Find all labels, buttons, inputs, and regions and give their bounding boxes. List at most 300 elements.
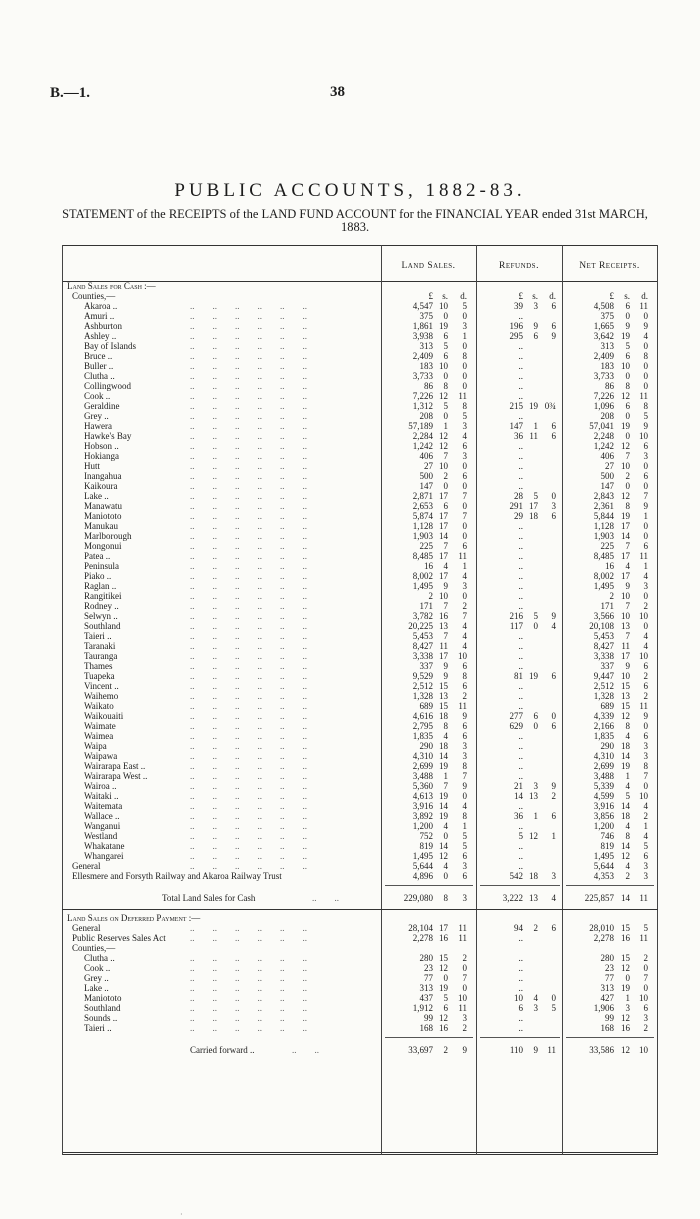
refunds-amount — [476, 671, 571, 681]
leader-dots: .. .. .. .. .. .. — [190, 301, 307, 311]
refunds-pence: 9 — [551, 781, 556, 791]
sales-amount — [381, 781, 476, 791]
net-amount — [562, 973, 657, 983]
refunds-pence: 0 — [551, 711, 556, 721]
net-amount — [562, 571, 657, 581]
table-row — [62, 541, 658, 551]
net-pounds: 5,644 — [593, 861, 614, 871]
net-amount — [562, 893, 657, 903]
sales-shillings: 12 — [439, 441, 448, 451]
sales-amount — [381, 501, 476, 511]
net-amount — [562, 831, 657, 841]
sales-pounds: 20,225 — [408, 621, 433, 631]
row-label: Wairarapa East .. — [84, 761, 146, 771]
net-pence: 11 — [639, 391, 648, 401]
leader-dots: .. .. .. .. .. .. — [190, 831, 307, 841]
net-pence: 9 — [643, 421, 648, 431]
refunds-pence: 6 — [551, 511, 556, 521]
sales-shillings: 17 — [439, 551, 448, 561]
page-number: 38 — [330, 84, 345, 100]
pound-sign: £ — [428, 291, 433, 301]
net-shillings: 10 — [621, 591, 630, 601]
row-label: Kaikoura — [84, 481, 118, 491]
table-row — [62, 451, 658, 461]
row-label: Total Land Sales for Cash — [162, 893, 256, 903]
refunds-pounds: .. — [518, 521, 523, 531]
sales-shillings: 16 — [439, 933, 448, 943]
sales-pence: 6 — [462, 541, 467, 551]
sales-pounds: 3,892 — [412, 811, 433, 821]
sales-pounds: 3,488 — [412, 771, 433, 781]
cf-rule-net — [566, 1037, 654, 1038]
net-amount — [562, 781, 657, 791]
sales-amount — [381, 1045, 476, 1055]
table-row — [62, 953, 658, 963]
sales-amount — [381, 661, 476, 671]
net-pence: 1 — [643, 561, 648, 571]
sales-pence: 7 — [462, 491, 467, 501]
refunds-amount — [476, 831, 571, 841]
net-amount — [562, 371, 657, 381]
table-row — [62, 441, 658, 451]
refunds-pounds: 36 — [514, 811, 523, 821]
sales-amount — [381, 761, 476, 771]
leader-dots: .. .. .. .. .. .. — [190, 421, 307, 431]
net-shillings: 14 — [621, 841, 630, 851]
net-amount — [562, 521, 657, 531]
sales-amount — [381, 341, 476, 351]
sales-shillings: 13 — [439, 691, 448, 701]
sales-pence: 0 — [462, 341, 467, 351]
refunds-amount — [476, 501, 571, 511]
net-amount — [562, 611, 657, 621]
sales-shillings: 7 — [443, 541, 448, 551]
refunds-amount — [476, 983, 571, 993]
table-row — [62, 721, 658, 731]
net-amount — [562, 953, 657, 963]
refunds-shillings: 13 — [529, 791, 538, 801]
sales-pounds: 1,128 — [412, 521, 433, 531]
leader-dots: .. .. .. .. .. .. — [190, 551, 307, 561]
sales-pence: 1 — [462, 561, 467, 571]
refunds-pounds: .. — [518, 561, 523, 571]
net-pounds: 4,353 — [593, 871, 614, 881]
refunds-amount — [476, 933, 571, 943]
net-amount — [562, 761, 657, 771]
sales-pence: 3 — [462, 741, 467, 751]
sales-shillings: 17 — [439, 521, 448, 531]
net-pence: 9 — [643, 321, 648, 331]
sales-amount — [381, 831, 476, 841]
sales-pounds: 33,697 — [408, 1045, 433, 1055]
net-amount — [562, 461, 657, 471]
net-pence: 0 — [643, 521, 648, 531]
sales-pounds: 313 — [419, 983, 433, 993]
leader-dots: .. .. .. .. .. .. — [190, 821, 307, 831]
net-pence: 2 — [643, 1023, 648, 1033]
refunds-amount — [476, 861, 571, 871]
refunds-shillings: 4 — [533, 993, 538, 1003]
row-label: Inangahua — [84, 471, 122, 481]
net-amount — [562, 871, 657, 881]
net-pence: 2 — [643, 671, 648, 681]
leader-dots: .. .. .. .. .. .. — [190, 311, 307, 321]
sales-pounds: 406 — [419, 451, 433, 461]
refunds-pence: 4 — [551, 893, 556, 903]
row-label: Hutt — [84, 461, 101, 471]
net-shillings: 1 — [625, 771, 630, 781]
leader-dots: .. .. .. .. .. .. — [190, 681, 307, 691]
refunds-shillings: 19 — [529, 671, 538, 681]
refunds-pounds: .. — [518, 411, 523, 421]
sales-pounds: 16 — [424, 561, 433, 571]
table-row — [62, 401, 658, 411]
refunds-amount — [476, 1003, 571, 1013]
net-shillings: 1 — [625, 993, 630, 1003]
net-amount — [562, 993, 657, 1003]
sales-shillings: 2 — [443, 1045, 448, 1055]
row-label: Ellesmere and Forsyth Railway and Akaroa Railway Trust — [72, 871, 282, 881]
row-label: Ashley .. — [84, 331, 117, 341]
table-row — [62, 801, 658, 811]
net-amount — [562, 451, 657, 461]
refunds-pounds: 10 — [514, 993, 523, 1003]
sales-amount — [381, 801, 476, 811]
net-pence: 2 — [643, 601, 648, 611]
leader-dots: .. .. .. .. .. .. — [190, 841, 307, 851]
refunds-pounds: .. — [518, 953, 523, 963]
refunds-amount — [476, 731, 571, 741]
net-pence: 11 — [639, 893, 648, 903]
sales-pounds: 5,874 — [412, 511, 433, 521]
row-label: Westland — [84, 831, 118, 841]
sales-pounds: 1,912 — [412, 1003, 433, 1013]
refunds-amount — [476, 601, 571, 611]
net-amount — [562, 561, 657, 571]
table-row — [62, 761, 658, 771]
net-pence: 4 — [643, 641, 648, 651]
refunds-amount — [476, 531, 571, 541]
table-row — [62, 841, 658, 851]
table-row — [62, 831, 658, 841]
table-row — [62, 741, 658, 751]
row-label: Grey .. — [84, 411, 109, 421]
table-row — [62, 431, 658, 441]
sales-pence: 3 — [462, 451, 467, 461]
net-pence: 0 — [643, 963, 648, 973]
sales-pounds: 27 — [424, 461, 433, 471]
refunds-amount — [476, 871, 571, 881]
sales-pence: 0 — [462, 531, 467, 541]
net-pounds: 689 — [600, 701, 614, 711]
net-pence: 7 — [643, 491, 648, 501]
net-shillings: 15 — [621, 953, 630, 963]
refunds-pence: 0 — [551, 993, 556, 1003]
sales-pounds: 1,328 — [412, 691, 433, 701]
sales-pounds: 2,653 — [412, 501, 433, 511]
row-label: Wanganui — [84, 821, 121, 831]
net-shillings: 18 — [621, 811, 630, 821]
sales-pounds: 86 — [424, 381, 433, 391]
net-shillings: 15 — [621, 701, 630, 711]
sales-amount — [381, 861, 476, 871]
net-amount — [562, 681, 657, 691]
table-row — [62, 983, 658, 993]
net-pounds: 27 — [605, 461, 614, 471]
refunds-amount — [476, 701, 571, 711]
net-amount — [562, 411, 657, 421]
leader-dots: .. .. .. .. .. .. — [190, 993, 307, 1003]
sales-pounds: 8,002 — [412, 571, 433, 581]
row-label: Taieri .. — [84, 631, 112, 641]
sales-amount — [381, 331, 476, 341]
refunds-pounds: 94 — [514, 923, 523, 933]
leader-dots: .. .. .. .. .. .. — [190, 331, 307, 341]
sales-amount — [381, 841, 476, 851]
sales-pence: 0 — [462, 361, 467, 371]
sales-pence: 5 — [462, 411, 467, 421]
sales-pounds: 2,512 — [412, 681, 433, 691]
sales-pounds: 8,427 — [412, 641, 433, 651]
net-amount — [562, 351, 657, 361]
sales-pounds: 290 — [419, 741, 433, 751]
net-shillings: 13 — [621, 621, 630, 631]
sales-pence: 3 — [462, 421, 467, 431]
leader-dots: .. .. .. .. .. .. — [190, 621, 307, 631]
refunds-pounds: .. — [518, 461, 523, 471]
net-shillings: 9 — [625, 321, 630, 331]
net-amount — [562, 711, 657, 721]
table-row — [62, 671, 658, 681]
refunds-shillings: 12 — [529, 831, 538, 841]
leader-dots: .. .. .. .. .. .. — [190, 521, 307, 531]
net-pence: 3 — [643, 1013, 648, 1023]
sales-shillings: 7 — [443, 451, 448, 461]
row-label: Hobson .. — [84, 441, 119, 451]
sales-amount — [381, 1013, 476, 1023]
sales-shillings: 0 — [443, 411, 448, 421]
sales-pence: 6 — [462, 731, 467, 741]
leader-dots: .. .. .. .. .. .. — [190, 631, 307, 641]
refunds-pounds: 6 — [518, 1003, 523, 1013]
refunds-pounds: 295 — [509, 331, 523, 341]
net-pounds: 2,361 — [593, 501, 614, 511]
sales-pence: 1 — [462, 331, 467, 341]
refunds-shillings: 13 — [529, 893, 538, 903]
net-pounds: 5,453 — [593, 631, 614, 641]
sales-pence: 11 — [458, 1003, 467, 1013]
net-shillings: 12 — [621, 441, 630, 451]
net-pounds: 20,108 — [589, 621, 614, 631]
refunds-pounds: 291 — [509, 501, 523, 511]
sales-shillings: 6 — [443, 351, 448, 361]
table-row — [62, 301, 658, 311]
sales-pence: 4 — [462, 631, 467, 641]
sales-shillings: 17 — [439, 923, 448, 933]
net-pence: 4 — [643, 831, 648, 841]
table-row — [62, 611, 658, 621]
net-amount — [562, 671, 657, 681]
refunds-pounds: 14 — [514, 791, 523, 801]
table-row — [62, 631, 658, 641]
sales-shillings: 5 — [443, 993, 448, 1003]
sales-amount — [381, 441, 476, 451]
table-row — [62, 521, 658, 531]
sales-pounds: 3,338 — [412, 651, 433, 661]
net-pounds: 2,409 — [593, 351, 614, 361]
refunds-amount — [476, 651, 571, 661]
refunds-pence: 2 — [551, 791, 556, 801]
refunds-pounds: .. — [518, 973, 523, 983]
table-row — [62, 691, 658, 701]
net-amount — [562, 471, 657, 481]
row-label: Bay of Islands — [84, 341, 136, 351]
shilling-sign: s. — [532, 291, 538, 301]
leader-dots: .. .. .. .. .. .. — [190, 431, 307, 441]
sales-pounds: 4,896 — [412, 871, 433, 881]
sales-pence: 0 — [462, 461, 467, 471]
sales-amount — [381, 581, 476, 591]
refunds-pounds: .. — [518, 351, 523, 361]
net-pounds: 1,906 — [593, 1003, 614, 1013]
leader-dots: .. .. .. .. .. .. — [190, 611, 307, 621]
net-pence: 6 — [643, 541, 648, 551]
refunds-pence: 6 — [551, 421, 556, 431]
row-label: General — [72, 923, 101, 933]
net-shillings: 9 — [625, 661, 630, 671]
refunds-amount — [476, 741, 571, 751]
sales-pence: 8 — [462, 761, 467, 771]
net-shillings: 10 — [621, 361, 630, 371]
refunds-pence: 6 — [551, 321, 556, 331]
table-row — [62, 821, 658, 831]
net-pounds: 2,248 — [593, 431, 614, 441]
table-row — [62, 341, 658, 351]
refunds-pounds: .. — [518, 381, 523, 391]
net-pence: 6 — [643, 471, 648, 481]
net-shillings: 10 — [621, 671, 630, 681]
net-pounds: 168 — [600, 1023, 614, 1033]
net-shillings: 13 — [621, 691, 630, 701]
leader-dots: .. .. .. .. .. .. — [190, 451, 307, 461]
sales-pence: 11 — [458, 391, 467, 401]
sales-pence: 0 — [462, 311, 467, 321]
sales-pence: 0 — [462, 481, 467, 491]
sales-amount — [381, 721, 476, 731]
sales-shillings: 7 — [443, 601, 448, 611]
refunds-pounds: .. — [518, 541, 523, 551]
sales-amount — [381, 531, 476, 541]
leader-dots: .. .. .. .. .. .. — [190, 461, 307, 471]
sales-pounds: 4,547 — [412, 301, 433, 311]
table-row — [62, 811, 658, 821]
net-shillings: 9 — [625, 581, 630, 591]
refunds-pounds: 277 — [509, 711, 523, 721]
sales-pence: 7 — [462, 771, 467, 781]
net-amount — [562, 821, 657, 831]
sales-pounds: 99 — [424, 1013, 433, 1023]
table-row — [62, 771, 658, 781]
refunds-pounds: .. — [518, 601, 523, 611]
sales-shillings: 6 — [443, 331, 448, 341]
table-row — [62, 933, 658, 943]
net-pence: 0 — [643, 621, 648, 631]
sales-pence: 8 — [462, 671, 467, 681]
net-shillings: 15 — [621, 681, 630, 691]
refunds-pounds: 215 — [509, 401, 523, 411]
sales-amount — [381, 471, 476, 481]
net-amount — [562, 811, 657, 821]
refunds-pence: 0 — [551, 491, 556, 501]
net-pounds: 427 — [600, 993, 614, 1003]
pence-sign: d. — [460, 291, 467, 301]
net-pounds: 406 — [600, 451, 614, 461]
sales-shillings: 9 — [443, 661, 448, 671]
sales-amount — [381, 1023, 476, 1033]
sales-shillings: 15 — [439, 701, 448, 711]
table-row — [62, 381, 658, 391]
refunds-amount — [476, 781, 571, 791]
sales-amount — [381, 893, 476, 903]
sales-amount — [381, 301, 476, 311]
refunds-amount — [476, 491, 571, 501]
net-amount — [562, 431, 657, 441]
table-row — [62, 871, 658, 881]
sales-pence: 9 — [462, 711, 467, 721]
net-shillings: 19 — [621, 761, 630, 771]
net-pounds: 2,699 — [593, 761, 614, 771]
row-label: Waimate — [84, 721, 116, 731]
sales-amount — [381, 983, 476, 993]
sales-amount — [381, 751, 476, 761]
sales-pence: 10 — [458, 651, 467, 661]
row-label: Cook .. — [84, 963, 111, 973]
sales-pounds: 2 — [428, 591, 433, 601]
row-label: Maniototo — [84, 511, 122, 521]
row-label: Wairoa .. — [84, 781, 117, 791]
refunds-amount — [476, 361, 571, 371]
row-label: Marlborough — [84, 531, 132, 541]
net-amount — [562, 701, 657, 711]
sales-pence: 0 — [462, 963, 467, 973]
row-label: Cook .. — [84, 391, 111, 401]
net-shillings: 8 — [625, 381, 630, 391]
net-amount — [562, 301, 657, 311]
net-pence: 5 — [643, 923, 648, 933]
net-pence: 1 — [643, 511, 648, 521]
net-pounds: 5,339 — [593, 781, 614, 791]
net-pence: 3 — [643, 751, 648, 761]
sales-pence: 10 — [458, 993, 467, 1003]
sales-amount — [381, 701, 476, 711]
leader-dots: .. .. .. .. .. .. — [190, 651, 307, 661]
refunds-shillings: 3 — [533, 1003, 538, 1013]
refunds-amount — [476, 791, 571, 801]
row-label: Carried forward .. — [190, 1045, 255, 1055]
refunds-pence: 1 — [551, 831, 556, 841]
refunds-amount — [476, 581, 571, 591]
net-amount — [562, 621, 657, 631]
sales-shillings: 19 — [439, 321, 448, 331]
net-pence: 0 — [643, 341, 648, 351]
net-amount — [562, 651, 657, 661]
sales-amount — [381, 651, 476, 661]
counties-label: Counties,— — [72, 291, 116, 301]
refunds-amount — [476, 511, 571, 521]
shilling-sign: s. — [624, 291, 630, 301]
net-pounds: 337 — [600, 661, 614, 671]
refunds-pounds: .. — [518, 571, 523, 581]
